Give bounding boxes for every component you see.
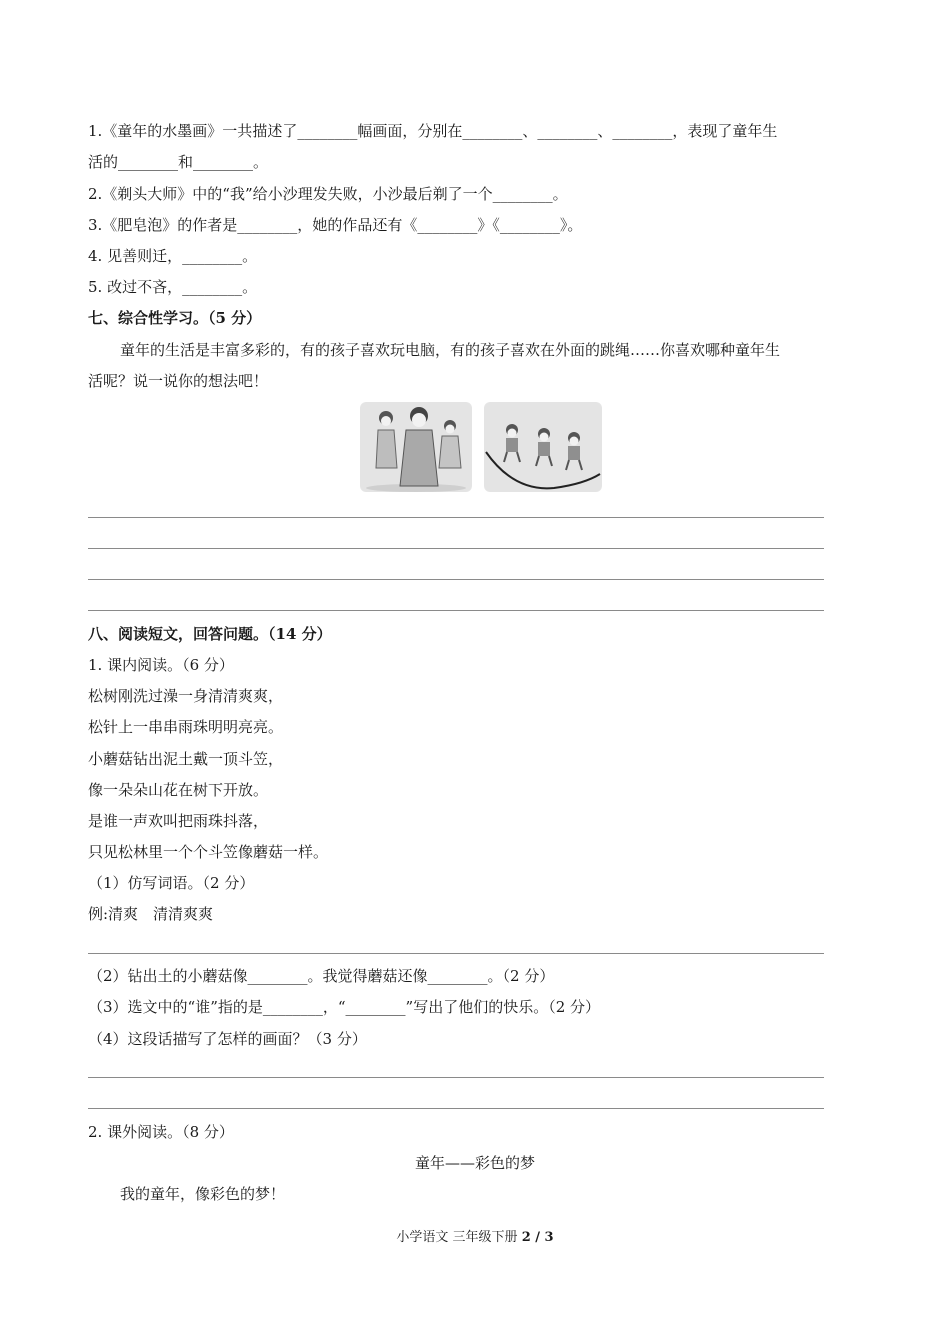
page-footer xyxy=(0,1229,950,1247)
section-7-heading: 七、综合性学习。（5 分） xyxy=(88,309,262,327)
sub-question-3: （3）选文中的“谁”指的是________，“________”写出了他们的快乐。（2 分） xyxy=(88,998,601,1016)
sub-question-4: （4）这段话描写了怎样的画面？（3 分） xyxy=(88,1030,367,1048)
section-7-prompt-line-1: 童年的生活是丰富多彩的，有的孩子喜欢玩电脑，有的孩子喜欢在外面的跳绳……你喜欢哪种童年生 xyxy=(120,341,781,359)
sack-race-illustration xyxy=(360,402,472,492)
section-8-heading: 八、阅读短文，回答问题。（14 分） xyxy=(88,625,332,643)
poem-line: 小蘑菇钻出泥土戴一顶斗笠， xyxy=(88,750,284,768)
jump-rope-illustration xyxy=(484,402,602,492)
question-3: 3.《肥皂泡》的作者是________，她的作品还有《________》《________》。 xyxy=(88,216,583,234)
answer-line[interactable] xyxy=(88,548,824,549)
section-7-prompt-line-2: 活呢？说一说你的想法吧！ xyxy=(88,372,269,390)
question-1-line-2: 活的________和________。 xyxy=(88,153,269,171)
sub-question-2: （2）钻出土的小蘑菇像________。我觉得蘑菇还像________。（2 分） xyxy=(88,967,555,985)
page-number: 2 / 3 xyxy=(521,1230,554,1245)
answer-line[interactable] xyxy=(88,1077,824,1078)
poem-line: 松针上一串串雨珠明明亮亮。 xyxy=(88,718,284,736)
reading-part-2-title: 2. 课外阅读。（8 分） xyxy=(88,1123,234,1141)
poem-line: 松树刚洗过澡一身清清爽爽， xyxy=(88,687,284,705)
reading-part-1-title: 1. 课内阅读。（6 分） xyxy=(88,656,234,674)
question-4: 4. 见善则迁，________。 xyxy=(88,247,258,265)
poem-line: 像一朵朵山花在树下开放。 xyxy=(88,781,269,799)
answer-line[interactable] xyxy=(88,953,824,954)
article-title: 童年——彩色的梦 xyxy=(414,1154,535,1172)
footer-subject: 小学语文 三年级下册 xyxy=(396,1230,522,1245)
answer-line[interactable] xyxy=(88,517,824,518)
answer-line[interactable] xyxy=(88,610,824,611)
question-5: 5. 改过不吝，________。 xyxy=(88,278,258,296)
sub-question-1-example: 例:清爽 清清爽爽 xyxy=(88,905,214,923)
question-2: 2.《剃头大师》中的“我”给小沙理发失败，小沙最后剃了一个________。 xyxy=(88,185,568,203)
poem-line: 是谁一声欢叫把雨珠抖落， xyxy=(88,812,269,830)
answer-line[interactable] xyxy=(88,1108,824,1109)
question-1-line-1: 1.《童年的水墨画》一共描述了________幅画面，分别在________、________、________，表现了童年生 xyxy=(88,122,778,140)
answer-line[interactable] xyxy=(88,579,824,580)
sub-question-1: （1）仿写词语。（2 分） xyxy=(88,874,255,892)
article-paragraph: 我的童年，像彩色的梦！ xyxy=(120,1185,286,1203)
poem-line: 只见松林里一个个斗笠像蘑菇一样。 xyxy=(88,843,329,861)
